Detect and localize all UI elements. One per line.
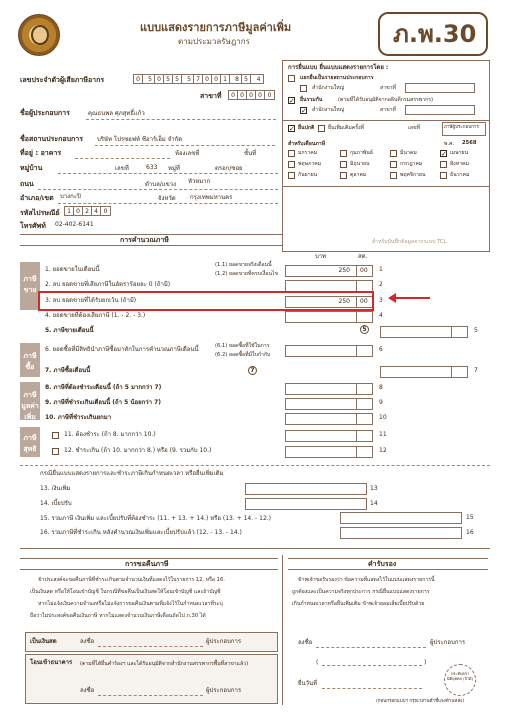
calc-row-label: 2. ลบ ยอดขายที่เสียภาษีในอัตราร้อยละ 0 (ถ้ามี) <box>45 281 171 288</box>
month-checkbox[interactable] <box>288 150 295 157</box>
digit-cell: 0 <box>155 75 164 83</box>
business-name-label: ชื่อสถานประกอบการ <box>20 135 83 143</box>
row-13-amount[interactable] <box>245 483 367 495</box>
combined-hq-checkbox[interactable]: ✓ <box>301 107 307 115</box>
ordinary-filing-label: ยื่นปกติ <box>298 125 315 131</box>
month-checkbox[interactable] <box>390 150 397 157</box>
calc-row-label: 4. ยอดขายที่ต้องเสียภาษี (1. - 2. - 3.) <box>45 312 146 319</box>
calc-row-amount[interactable] <box>380 366 468 378</box>
calc-row-amount[interactable] <box>285 446 373 458</box>
transfer-operator-label: ผู้ประกอบการ <box>206 687 242 694</box>
transfer-note: (ตามที่ได้ยื่นคำร้องฯ และได้รับอนุมัติจากสำนักงานสรรพากรพื้นที่สาขาแล้ว) <box>80 661 249 667</box>
certify-header: คำรับรอง <box>368 560 397 568</box>
certify-operator-label: ผู้ประกอบการ <box>430 639 466 646</box>
refund-header: การขอคืนภาษี <box>125 560 169 568</box>
month-label: สิงหาคม <box>450 161 469 167</box>
return-no-label: เลขที่ <box>408 125 420 131</box>
row-15-amount[interactable] <box>340 512 462 524</box>
highlight-row-3 <box>38 291 374 311</box>
branch-label: สาขาที่ <box>200 92 222 100</box>
calc-row-amount[interactable] <box>285 311 373 323</box>
transfer-label[interactable]: โอนเข้าธนาคาร <box>30 659 73 666</box>
month-checkbox[interactable]: ✓ <box>441 150 447 158</box>
revenue-dept-seal <box>18 14 60 56</box>
digit-cell: 5 <box>185 75 194 83</box>
year-value[interactable]: 2568 <box>462 140 477 146</box>
calc-row-number: 12 <box>379 447 387 454</box>
month-checkbox[interactable] <box>340 150 347 157</box>
operator-label: ชื่อผู้ประกอบการ <box>20 109 70 117</box>
digit-cell: 0 <box>267 92 272 99</box>
calc-row-number: 7 <box>474 367 478 374</box>
combined-filing-note: (ตามที่ได้รับอนุมัติจากอธิบดีกรมสรรพากร) <box>338 97 434 103</box>
separate-hq-checkbox[interactable] <box>300 85 307 92</box>
month-checkbox[interactable] <box>390 172 397 179</box>
calc-row-number: 2 <box>379 281 383 288</box>
calc-row-number: 3 <box>379 297 383 304</box>
calc-row-label: 7. ภาษีซื้อเดือนนี้ <box>45 367 91 374</box>
digit-cell: 8 <box>233 75 242 83</box>
district-value[interactable]: บางกะปิ <box>60 193 81 200</box>
footer-note: (ก่อนกรอกแบบฯ กรุณาอ่านคำชี้แจงด้านหลัง) <box>376 699 465 704</box>
house-no-value[interactable]: 633 <box>146 164 158 171</box>
house-no-label: เลขที่ <box>115 165 129 172</box>
month-checkbox[interactable] <box>340 172 347 179</box>
tin-field[interactable] <box>133 74 264 84</box>
digit-cell: 0 <box>229 91 238 99</box>
combined-branch-field[interactable] <box>405 105 475 115</box>
calc-row-label: 9. ภาษีที่ชำระเกินเดือนนี้ (ถ้า 5 น้อยกว่า 7) <box>45 399 161 406</box>
digit-cell: 0 <box>247 91 256 99</box>
form-title: แบบแสดงรายการภาษีมูลค่าเพิ่ม <box>140 21 292 34</box>
calc-row-number: 6 <box>379 346 383 353</box>
form-subtitle: ตามประมวลรัษฎากร <box>178 37 250 46</box>
amount-baht: 250 <box>338 298 350 305</box>
postcode-field[interactable] <box>64 206 111 216</box>
col-satang: สต. <box>358 253 368 260</box>
combined-hq-label: สำนักงานใหญ่ <box>312 107 345 113</box>
month-label: กันยายน <box>298 172 318 178</box>
separate-branch-field[interactable] <box>405 83 475 93</box>
calc-row-number: 1 <box>379 266 383 273</box>
room-label: ห้องเลขที่ <box>175 150 200 157</box>
digit-cell: 0 <box>256 91 265 99</box>
row-14-label: 14. เบี้ยปรับ <box>40 500 72 507</box>
refund-text-4: ถือว่าไม่ประสงค์ขอคืนเงินภาษี หากไม่แสดงจำนวนเงินภาษีเดือนถัดไป ภ.30 ได้ <box>30 613 206 619</box>
soi-label: ตรอก/ซอย <box>215 165 243 172</box>
digit-cell: 0 <box>212 75 221 83</box>
calc-row-amount[interactable] <box>285 383 373 395</box>
cash-sign-label: ลงชื่อ <box>80 638 95 645</box>
calc-row-label: 11. ต้องชำระ (ถ้า 8. มากกว่า 10.) <box>64 431 156 438</box>
month-checkbox[interactable] <box>288 172 295 179</box>
row-14-amount[interactable] <box>245 498 367 510</box>
road-label: ถนน <box>20 180 34 188</box>
calc-row-label: 10. ภาษีที่ชำระเกินยกมา <box>45 414 112 421</box>
subnote-6b: (6.2) ยอดซื้อที่มีใบกำกับ <box>215 352 271 358</box>
separate-filing-checkbox[interactable] <box>288 75 295 82</box>
amount-satang: 00 <box>360 267 368 274</box>
separate-hq-label: สำนักงานใหญ่ <box>312 85 345 91</box>
refund-text-2: เป็นเงินสด หรือให้โอนเข้าบัญชี ในกรณีที่ขอคืนเป็นเงินสดให้โอนเข้าบัญชี และถ้าบัญชี <box>30 589 221 595</box>
address-building-label: ที่อยู่ : อาคาร <box>20 149 62 157</box>
month-checkbox[interactable] <box>288 161 295 168</box>
month-checkbox[interactable] <box>440 161 447 168</box>
month-label: ธันวาคม <box>450 172 470 178</box>
separate-filing-label: แยกยื่นเป็นรายสถานประกอบการ <box>300 75 374 81</box>
month-label: มิถุนายน <box>350 161 370 167</box>
month-label: ตุลาคม <box>350 172 367 178</box>
certify-date-label: ยื่นวันที่ <box>298 680 318 687</box>
moo-label: หมู่ที่ <box>168 165 180 172</box>
month-label: พฤษภาคม <box>298 161 322 167</box>
additional-filing-label: ยื่นเพิ่มเติมครั้งที่ <box>328 125 364 131</box>
calc-row-amount[interactable] <box>380 326 468 338</box>
calc-row-label: 1. ยอดขายในเดือนนี้ <box>45 266 100 273</box>
circle-5-icon: 5 <box>360 325 369 334</box>
calc-row-label: 5. ภาษีขายเดือนนี้ <box>45 327 94 334</box>
month-checkbox[interactable] <box>390 161 397 168</box>
certify-text-1: ข้าพเจ้าขอรับรองว่า ข้อความที่แสดงไว้ในแบบแสดงรายการนี้ <box>298 577 435 583</box>
separate-branch-label: สาขาที่ <box>380 85 396 91</box>
digit-cell: 0 <box>203 75 212 83</box>
digit-cell: 1 <box>65 207 74 215</box>
col-baht: บาท <box>315 253 327 260</box>
digit-cell: 0 <box>103 208 108 215</box>
refund-text-3: หากไม่แจ้งเงินความจำนงหรือไม่แจ้งการขอคืนเงินตามที่แจ้งไว้ในกำหนดเวลาที่ระบุ <box>38 601 223 607</box>
province-label: จังหวัด <box>158 195 176 202</box>
extra-header: กรณียื่นแบบแสดงรายการและชำระภาษีเกินกำหนดเวลา หรือยื่นเพิ่มเติม <box>40 470 224 477</box>
side-buy: ภาษีซื้อ <box>20 343 40 377</box>
month-label: มกราคม <box>298 150 318 156</box>
calc-row-amount[interactable] <box>285 398 373 410</box>
month-label: เมษายน <box>450 150 469 156</box>
calc-row-checkbox[interactable] <box>52 432 59 439</box>
subnote-6a: (6.1) ยอดซื้อที่ใช้ในการ <box>215 343 270 349</box>
month-checkbox[interactable] <box>440 172 447 179</box>
month-header: สำหรับเดือนภาษี <box>288 141 326 147</box>
calc-row-number: 10 <box>379 414 387 421</box>
side-sale: ภาษีขาย <box>20 262 40 310</box>
row-16-label: 16. รวมภาษีที่ชำระเกิน หลังคำนวณเงินเพิ่มและเบี้ยปรับแล้ว (12. - 13. - 14.) <box>40 529 242 536</box>
digit-cell: 2 <box>83 207 92 215</box>
calc-row-number: 4 <box>379 312 383 319</box>
stamp-label: ประทับตรา นิติบุคคล (ถ้ามี) <box>447 671 473 681</box>
calc-row-label: 8. ภาษีที่ต้องชำระเดือนนี้ (ถ้า 5 มากกว่า 7) <box>45 384 162 391</box>
digit-cell: 0 <box>134 75 143 83</box>
month-label: มีนาคม <box>400 150 417 156</box>
floor-label: ชั้นที่ <box>244 150 257 157</box>
calc-row-number: 5 <box>474 327 478 334</box>
month-label: พฤศจิกายน <box>400 172 426 178</box>
subnote-1a: (1.1) ยอดขายจริงเดือนนี้ <box>215 262 272 268</box>
tin-label: เลขประจำตัวผู้เสียภาษีอากร <box>20 76 105 84</box>
digit-cell: 5 <box>164 75 173 83</box>
village-label: หมู่บ้าน <box>20 164 43 172</box>
calc-row-label: 6. ยอดซื้อที่มีสิทธินำภาษีซื้อมาหักในการคำนวณภาษีเดือนนี้ <box>45 346 199 353</box>
digit-cell: 0 <box>238 91 247 99</box>
certify-text-3: เกินกำหนดเวลาหรือยื่นเพิ่มเติม ข้าพเจ้ายอมเสียเบี้ยปรับด้วย <box>292 601 425 607</box>
filing-header: การยื่นแบบ ยื่นแบบแสดงรายการโดย : <box>288 64 389 71</box>
refund-text-1: ข้าประสงค์จะขอคืนภาษีที่ชำระเกินตามจำนวนเงินที่แสดงไว้ในรายการ 12. หรือ 16. <box>38 577 225 583</box>
row-13-label: 13. เงินเพิ่ม <box>40 485 71 492</box>
combined-filing-checkbox[interactable]: ✓ <box>289 97 295 105</box>
calc-row-label: 3. ลบ ยอดขายที่ได้รับยกเว้น (ถ้ามี) <box>45 297 137 304</box>
calc-header: การคำนวณภาษี <box>120 236 169 244</box>
month-label: กรกฎาคม <box>400 161 423 167</box>
officer-label: สำหรับบันทึกข้อมูลจากระบบ TCL <box>372 239 447 245</box>
calc-row-amount[interactable] <box>285 265 373 277</box>
combined-branch-label: สาขาที่ <box>380 107 396 113</box>
operator-value[interactable]: คุณธนพล ศุภสุทธิ์แก้ว <box>88 110 145 117</box>
calc-row-number: 9 <box>379 399 383 406</box>
transfer-sign-label: ลงชื่อ <box>80 687 95 694</box>
side-net: ภาษีมูลค่าเพิ่ม <box>20 382 40 420</box>
phone-label: โทรศัพท์ <box>20 222 46 230</box>
month-checkbox[interactable] <box>340 161 347 168</box>
calc-row-number: 8 <box>379 384 383 391</box>
ordinary-filing-checkbox[interactable]: ✓ <box>289 125 295 133</box>
digit-cell: 5 <box>173 75 182 83</box>
row-16-amount[interactable] <box>340 527 462 539</box>
row-15-label: 15. รวมภาษี เงินเพิ่ม และเบี้ยปรับที่ต้องชำระ (11. + 13. + 14.) หรือ (13. + 14. - 12.) <box>40 515 272 522</box>
cash-operator-label: ผู้ประกอบการ <box>206 638 242 645</box>
certify-text-2: ถูกต้องและเป็นความจริงทุกประการ กรณียื่นแบบแสดงรายการ <box>292 589 430 595</box>
district-label: อำเภอ/เขต <box>20 194 54 202</box>
calc-row-amount[interactable] <box>285 430 373 442</box>
amount-baht: 250 <box>338 267 350 274</box>
circle-7-icon: 7 <box>248 366 257 375</box>
phone-value[interactable]: 02-402-6141 <box>55 221 94 228</box>
subnote-1b: (1.2) ยอดขายที่ครบเงื่อนไข <box>215 271 279 277</box>
province-value[interactable]: กรุงเทพมหานคร <box>190 194 233 201</box>
year-label: พ.ศ. <box>444 141 455 147</box>
calc-row-checkbox[interactable] <box>52 448 59 455</box>
combined-filing-label: ยื่นรวมกัน <box>300 97 323 103</box>
digit-cell: 0 <box>74 207 83 215</box>
red-arrow-icon <box>392 297 430 299</box>
month-label: กุมภาพันธ์ <box>350 150 374 156</box>
digit-cell: 5 <box>242 75 251 83</box>
additional-filing-checkbox[interactable] <box>318 125 325 132</box>
digit-cell: 5 <box>146 75 155 83</box>
digit-cell: 4 <box>92 207 101 215</box>
subdistrict-value[interactable]: หัวหมาก <box>188 178 211 185</box>
form-code: ภ.พ.30 <box>393 20 477 48</box>
calc-row-label: 12. ชำระเกิน (ถ้า 10. มากกว่า 8.) หรือ (9. รวมกับ 10.) <box>64 447 212 454</box>
business-name-value[interactable]: บริษัท โปรซอฟท์ ซีอาร์เอ็ม จำกัด <box>97 136 183 143</box>
red-arrow-head <box>388 293 396 303</box>
digit-cell: 7 <box>194 75 203 83</box>
calc-row-amount[interactable] <box>285 345 373 357</box>
digit-cell: 1 <box>221 75 230 83</box>
amount-satang: 00 <box>360 298 368 305</box>
postcode-label: รหัสไปรษณีย์ <box>20 209 60 217</box>
certify-sign-label: ลงชื่อ <box>298 639 313 646</box>
calc-row-number: 11 <box>379 431 387 438</box>
side-extra: ภาษีสุทธิ <box>20 427 40 457</box>
digit-cell: 4 <box>256 76 261 83</box>
calc-row-amount[interactable] <box>285 413 373 425</box>
annex-label: ภาษีผู้ประกอบการ <box>444 125 479 130</box>
subdistrict-label: ตำบล/แขวง <box>145 181 177 188</box>
branch-field[interactable] <box>228 90 275 100</box>
cash-label[interactable]: เป็นเงินสด <box>30 638 57 645</box>
